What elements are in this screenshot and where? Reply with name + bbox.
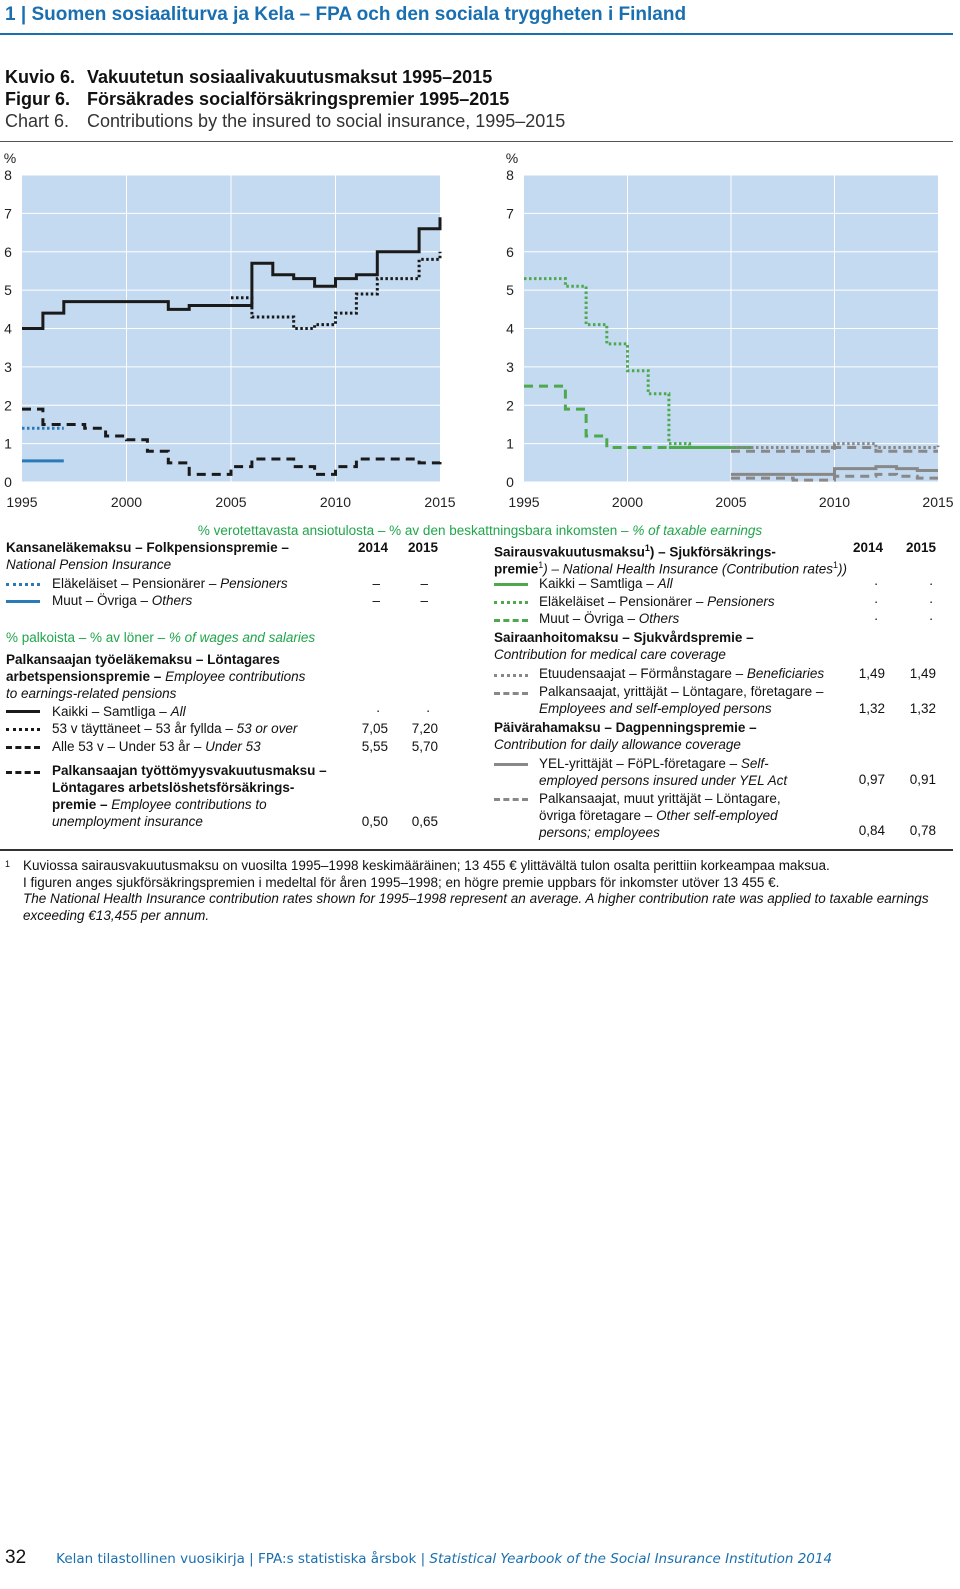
x-tick-label: 2005 [715,494,747,510]
med-heading: Sairaanhoitomaksu – Sjukvårdspremie – [494,630,754,645]
med-benef-2015: 1,49 [909,666,936,681]
y-tick-label: 7 [4,205,12,222]
kel-heading-en: National Pension Insurance [6,557,172,572]
sv-heading-1: Sairausvakuutusmaksu$^1$) – Sjukförsäkrings- [494,543,776,560]
y-tick-label: 0 [506,474,514,490]
y-tick-label: 2 [506,397,514,414]
unemp-heading-4: unemployment insurance [52,814,203,829]
tyel-under53-2014: 5,55 [361,739,388,754]
y-tick-label: 3 [506,358,514,375]
tyel-all-2014: . [376,700,380,715]
left-legend [0,0,480,850]
footnote-sv: I figuren anges sjukförsäkringspremien i medeltal för åren 1995–1998; en högre premie uppbars för inkomster utöver 13 455 €. [23,874,780,890]
med-empl-2015: 1,32 [909,701,936,716]
daily-yel-2014: 0,97 [858,772,885,787]
tyel-heading-3: to earnings-related pensions [6,686,177,701]
swatch-black-solid [6,710,40,713]
swatch-blue-solid [6,600,40,603]
legend-bottom-rule [0,849,953,851]
y-tick-label: 6 [506,243,514,260]
y-tick-label: 1 [506,435,514,452]
kel-others-2015: – [420,593,428,608]
swatch-grey-dashed [494,692,528,695]
legend-sv-all: Kaikki – Samtliga – All [539,576,673,591]
x-tick-label: 2015 [922,494,954,510]
swatch-green-dashed [494,619,528,622]
title-sv: Figur 6. Försäkrades socialförsäkringspremier 1995–2015 [5,89,510,109]
x-tick-label: 2000 [611,494,644,510]
sv-all-2015: . [929,573,933,588]
unemp-2015: 0,65 [411,814,438,829]
unemp-heading-3: premie – Employee contributions to [52,797,267,812]
tyel-over53-2014: 7,05 [361,721,388,736]
y-tick-label: 1 [4,435,12,452]
unemp-2014: 0,50 [361,814,388,829]
tyel-heading-1: Palkansaajan työeläkemaksu – Löntagares [6,652,280,667]
sv-others-2015: . [929,608,933,623]
swatch-black-dotdash [6,746,40,749]
swatch-grey-dotted [494,674,528,677]
legend-sv-others: Muut – Övriga – Others [539,611,680,626]
tyel-over53-2015: 7,20 [411,721,438,736]
sv-pensioners-2015: . [929,591,933,606]
y-tick-label: 6 [4,243,12,260]
legend-kel-others: Muut – Övriga – Others [52,593,193,608]
title-fi: Kuvio 6. Vakuutetun sosiaalivakuutusmaksut 1995–2015 [5,67,493,87]
sv-all-2014: . [874,573,878,588]
footnote-mark: 1 [5,859,11,869]
x-tick-label: 2015 [424,494,456,510]
swatch-grey-solid [494,763,528,766]
x-tick-label: 2010 [319,494,352,510]
tyel-under53-2015: 5,70 [411,739,438,754]
daily-heading: Päivärahamaksu – Dagpenningspremie – [494,720,757,735]
page-footer [5,1547,832,1569]
med-benef-2014: 1,49 [858,666,885,681]
legend-daily-oth-3: persons; employees [539,825,660,840]
page-header: 1 | Suomen sosiaaliturva ja Kela – FPA och den sociala tryggheten i Finland [5,4,687,25]
med-heading-en: Contribution for medical care coverage [494,647,726,662]
legend-kel-pensioners: Eläkeläiset – Pensionärer – Pensioners [52,576,288,591]
unemp-heading-1: Palkansaajan työttömyysvakuutusmaksu – [52,763,327,778]
unemp-heading-2: Löntagares arbetslöshetsförsäkrings- [52,780,295,795]
y-tick-label: 8 [506,167,514,183]
sv-others-2014: . [874,608,878,623]
kel-others-2014: – [372,593,380,608]
wages-caption: % palkoista – % av löner – % of wages and salaries [6,630,316,645]
x-tick-label: 1995 [6,494,38,510]
daily-oth-2015: 0,78 [909,823,936,838]
kel-heading: Kansaneläkemaksu – Folkpensionspremie – [6,540,289,555]
sv-pensioners-2014: . [874,591,878,606]
swatch-blue-dotted [6,583,40,586]
swatch-black-dashed [6,771,40,774]
daily-oth-2014: 0,84 [858,823,885,838]
daily-yel-2015: 0,91 [909,772,936,787]
daily-heading-en: Contribution for daily allowance coverage [494,737,741,752]
legend-sv-pensioners: Eläkeläiset – Pensionärer – Pensioners [539,594,775,609]
y-tick-label: 0 [4,474,12,490]
legend-med-empl-2: Employees and self-employed persons [539,701,772,716]
left-year-2015: 2015 [407,540,438,555]
legend-daily-oth-2: övriga företagare – Other self-employed [539,808,778,823]
y-tick-label: 4 [506,320,514,337]
legend-daily-oth-1: Palkansaajat, muut yrittäjät – Löntagare, [539,791,781,806]
y-unit-label: % [505,150,519,166]
x-tick-label: 2000 [110,494,143,510]
y-tick-label: 5 [4,282,12,299]
kel-pensioners-2014: – [372,576,380,591]
y-unit-label: % [3,150,17,166]
footnote [5,858,950,924]
swatch-green-dotted [494,601,528,604]
legend-tyel-all: Kaikki – Samtliga – All [52,704,186,719]
left-year-2014: 2014 [357,540,388,555]
footer-text-en: Statistical Yearbook of the Social Insurance Institution 2014 [429,1551,833,1567]
legend-med-empl-1: Palkansaajat, yrittäjät – Löntagare, företagare – [539,684,824,699]
chart-caption: % verotettavasta ansiotulosta – % av den beskattningsbara inkomsten – % of taxable earnings [197,523,763,538]
footnote-fi: Kuviossa sairausvakuutusmaksu on vuosilta 1995–1998 keskimääräinen; 13 455 € ylittävältä tulon osalta perittiin korkeampaa maksua. [23,858,830,873]
y-tick-label: 3 [4,358,12,375]
tyel-heading-2: arbetspensionspremie – Employee contributions [6,669,306,684]
y-tick-label: 7 [506,205,514,222]
legend-tyel-over53: 53 v täyttäneet – 53 år fyllda – 53 or over [52,721,298,736]
legend-daily-yel-2: employed persons insured under YEL Act [539,773,788,788]
footnote-en: The National Health Insurance contribution rates shown for 1995–1998 represent an average. A higher contribution rate was applied to taxable earnings exceeding €13,455 per annum. [23,891,929,923]
legend-daily-yel-1: YEL-yrittäjät – FöPL-företagare – Self- [539,756,769,771]
y-tick-label: 5 [506,282,514,299]
legend-tyel-under53: Alle 53 v – Under 53 år – Under 53 [52,739,261,754]
kel-pensioners-2015: – [420,576,428,591]
sv-heading-2: premie$^1$) – National Health Insurance (Contribution rates$^1$)) [494,560,847,577]
swatch-black-dotted [6,728,40,731]
y-tick-label: 8 [4,167,12,183]
x-tick-label: 1995 [508,494,540,510]
page-number: 32 [5,1547,27,1568]
legend-med-benef: Etuudensaajat – Förmånstagare – Beneficiaries [539,666,825,681]
y-tick-label: 2 [4,397,12,414]
right-year-2015: 2015 [905,540,936,555]
tyel-all-2015: . [426,700,430,715]
x-tick-label: 2005 [215,494,247,510]
right-year-2014: 2014 [852,540,883,555]
footer-text: Kelan tilastollinen vuosikirja | FPA:s statistiska årsbok | [56,1551,430,1567]
y-tick-label: 4 [4,320,12,337]
swatch-green-solid [494,583,528,586]
swatch-grey-longdash [494,798,528,801]
med-empl-2014: 1,32 [858,701,885,716]
x-tick-label: 2010 [818,494,851,510]
title-en: Chart 6. Contributions by the insured to social insurance, 1995–2015 [5,111,566,131]
